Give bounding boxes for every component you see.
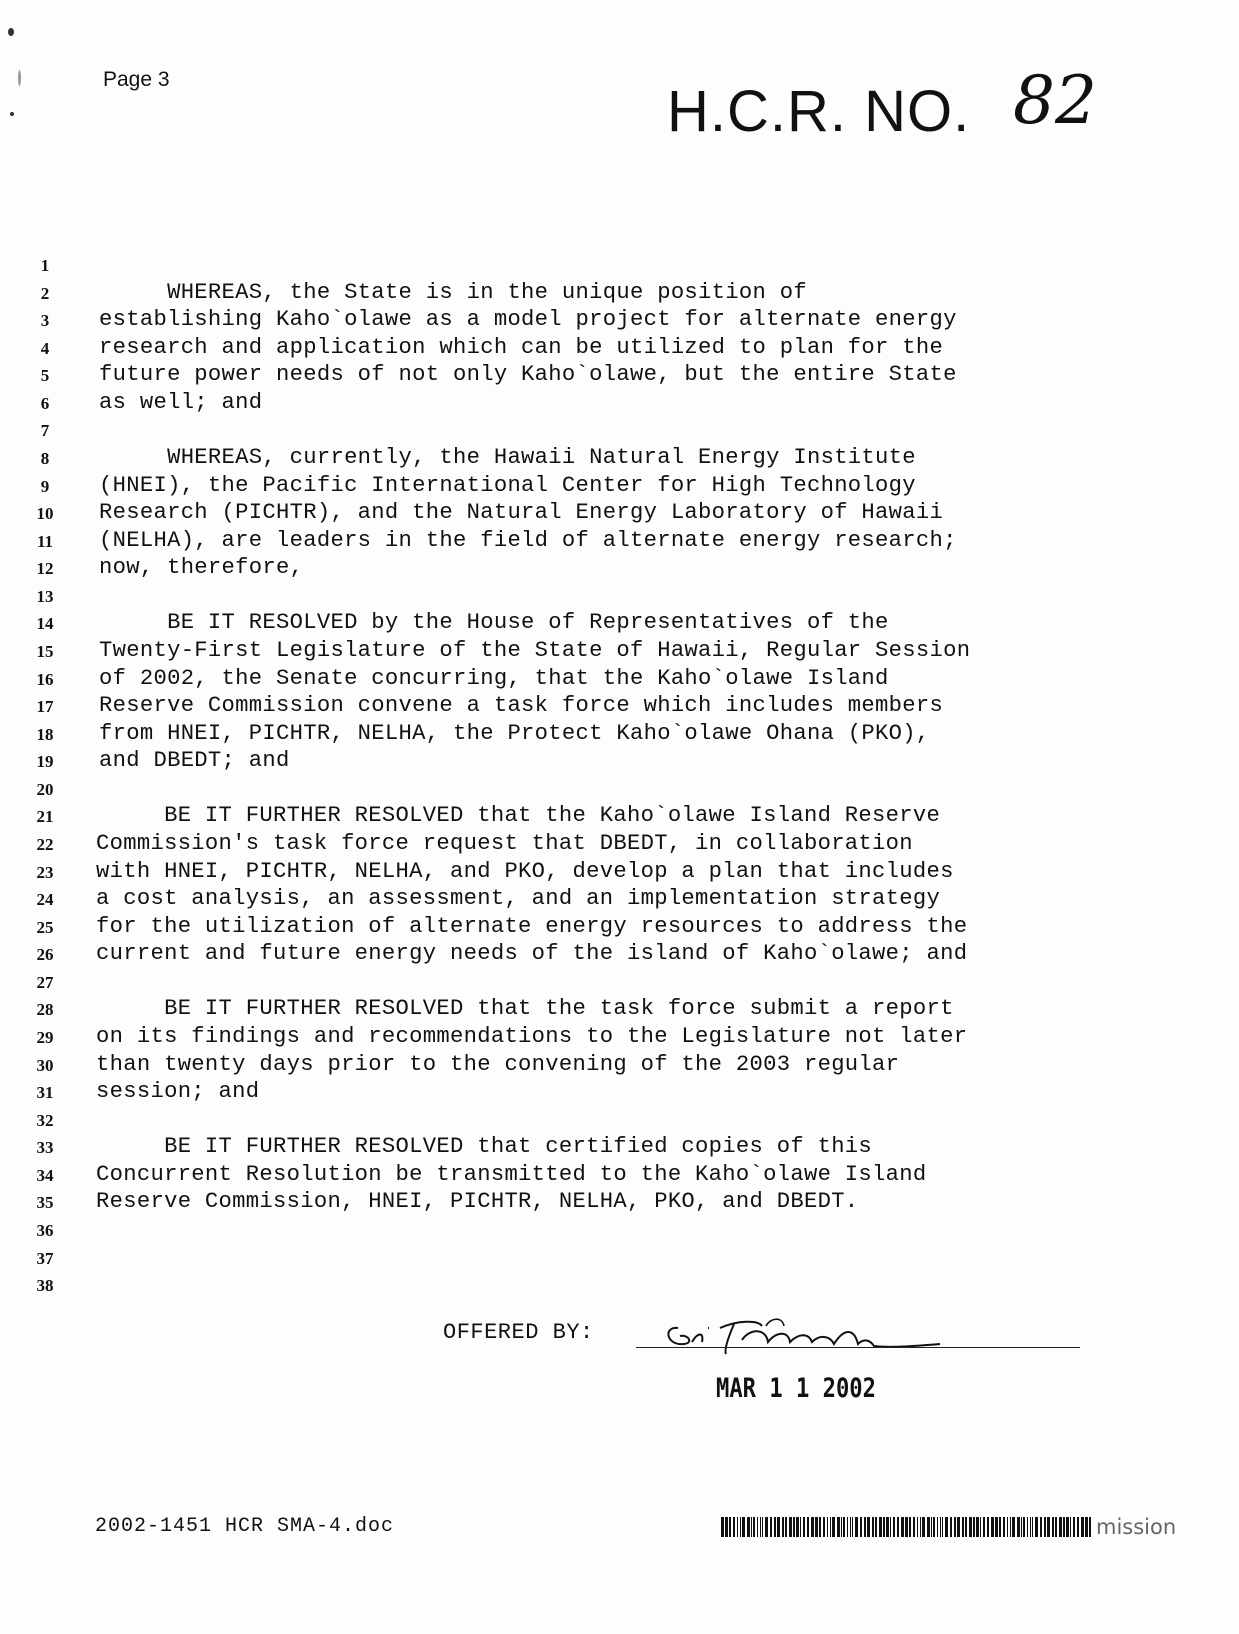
line-number: 21	[36, 807, 54, 827]
barcode-bar	[1077, 1517, 1079, 1537]
barcode-bar	[765, 1517, 768, 1537]
barcode-bar	[973, 1517, 975, 1537]
barcode-bar	[942, 1517, 943, 1537]
barcode-bar	[983, 1517, 985, 1537]
barcode-bar	[1081, 1517, 1084, 1537]
barcode-bar	[747, 1517, 750, 1537]
text-line	[0, 1052, 1239, 1080]
barcode-bar	[819, 1517, 821, 1537]
barcode-bar	[1085, 1517, 1088, 1537]
text-line	[0, 307, 1239, 335]
barcode-bar	[965, 1517, 967, 1537]
barcode-bar	[1073, 1517, 1075, 1537]
barcode-bar	[762, 1517, 763, 1537]
scan-speck	[18, 70, 21, 86]
line-number: 25	[36, 917, 54, 937]
line-text: now, therefore,	[99, 555, 304, 581]
line-number: 34	[36, 1165, 54, 1185]
barcode-bar	[1047, 1517, 1050, 1537]
barcode-bar	[751, 1517, 752, 1537]
barcode-bar	[1040, 1517, 1042, 1537]
text-line	[0, 776, 1239, 804]
line-text: WHEREAS, the State is in the unique position of	[99, 279, 807, 305]
line-text: current and future energy needs of the island of Kaho`olawe; and	[96, 941, 968, 967]
barcode-bar	[1035, 1517, 1038, 1537]
barcode-bar	[980, 1517, 981, 1537]
barcode-bar	[785, 1517, 787, 1537]
barcode-bar	[913, 1517, 915, 1537]
offered-by-label: OFFERED BY:	[443, 1320, 594, 1345]
barcode-bar	[1017, 1517, 1020, 1537]
line-text: (NELHA), are leaders in the field of alternate energy research;	[99, 527, 957, 553]
barcode-bar	[883, 1517, 885, 1537]
bill-label: H.C.R. NO.	[667, 79, 971, 144]
line-text: Reserve Commission, HNEI, PICHTR, NELHA, PKO, and DBEDT.	[96, 1189, 859, 1215]
text-line	[0, 859, 1239, 887]
barcode-bar	[811, 1517, 814, 1537]
barcode-bar	[897, 1517, 899, 1537]
line-number: 20	[36, 779, 54, 799]
barcode-bar	[855, 1517, 858, 1537]
barcode-bar	[995, 1517, 998, 1537]
text-line	[0, 748, 1239, 776]
text-line	[0, 803, 1239, 831]
barcode-bar	[793, 1517, 795, 1537]
text-line	[0, 914, 1239, 942]
barcode-bar	[905, 1517, 908, 1537]
line-number: 36	[36, 1220, 54, 1240]
barcode-bar	[893, 1517, 895, 1537]
line-number: 3	[40, 311, 50, 331]
signature-line	[636, 1347, 1080, 1348]
text-line	[0, 1245, 1239, 1273]
text-line	[0, 417, 1239, 445]
text-line	[0, 1162, 1239, 1190]
line-text: research and application which can be utilized to plan for the	[99, 334, 944, 360]
barcode-bar	[782, 1517, 784, 1537]
text-line	[0, 996, 1239, 1024]
barcode-bar	[1052, 1517, 1054, 1537]
barcode-bar	[733, 1517, 735, 1537]
line-text: from HNEI, PICHTR, NELHA, the Protect Kaho`olawe Ohana (PKO),	[99, 720, 930, 746]
line-number: 2	[40, 283, 50, 303]
text-line	[0, 1107, 1239, 1135]
line-number: 24	[36, 890, 54, 910]
barcode-bar	[850, 1517, 851, 1537]
barcode-bar	[774, 1517, 776, 1537]
text-line	[0, 445, 1239, 473]
line-text: future power needs of not only Kaho`olawe, but the entire State	[99, 362, 957, 388]
text-line	[0, 1079, 1239, 1107]
line-text: BE IT FURTHER RESOLVED that certified copies of this	[96, 1134, 873, 1160]
text-line	[0, 528, 1239, 556]
text-line	[0, 362, 1239, 390]
barcode-bar	[777, 1517, 780, 1537]
barcode-bar	[962, 1517, 964, 1537]
barcode-bar	[742, 1517, 745, 1537]
line-number: 18	[36, 724, 54, 744]
barcode-bar	[937, 1517, 938, 1537]
barcode-bar	[1007, 1517, 1008, 1537]
barcode-bar	[987, 1517, 989, 1537]
barcode-bar	[1089, 1517, 1091, 1537]
line-number: 26	[36, 945, 54, 965]
line-number: 38	[36, 1276, 54, 1296]
line-number: 11	[36, 531, 54, 551]
barcode-bar	[1063, 1517, 1065, 1537]
barcode-bar	[757, 1517, 758, 1537]
line-number: 31	[36, 1083, 54, 1103]
line-number: 23	[36, 862, 54, 882]
text-line	[0, 252, 1239, 280]
line-number: 32	[36, 1110, 54, 1130]
text-line	[0, 610, 1239, 638]
barcode-bar	[740, 1517, 741, 1537]
barcode-bar	[901, 1517, 904, 1537]
barcode-bar	[1066, 1517, 1069, 1537]
line-text: (HNEI), the Pacific International Center for High Technology	[99, 472, 916, 498]
barcode-bar	[1044, 1517, 1046, 1537]
line-text: BE IT FURTHER RESOLVED that the task force submit a report	[96, 996, 954, 1022]
line-number: 35	[36, 1193, 54, 1213]
line-text: than twenty days prior to the convening of the 2003 regular	[96, 1051, 900, 1077]
barcode-bar	[909, 1517, 911, 1537]
barcode-bar	[1059, 1517, 1062, 1537]
barcode-bar	[1012, 1517, 1015, 1537]
text-line	[0, 1272, 1239, 1300]
bill-number-handwritten: 82	[1013, 62, 1097, 139]
line-text: Twenty-First Legislature of the State of Hawaii, Regular Session	[99, 637, 971, 663]
barcode-bar	[837, 1517, 840, 1537]
barcode-bar	[940, 1517, 941, 1537]
line-text: Research (PICHTR), and the Natural Energy Laboratory of Hawaii	[99, 500, 944, 526]
signature	[658, 1298, 948, 1358]
text-line	[0, 941, 1239, 969]
barcode-bar	[800, 1517, 801, 1537]
line-number: 8	[40, 448, 50, 468]
barcode-bar	[770, 1517, 772, 1537]
text-line	[0, 555, 1239, 583]
line-text: BE IT FURTHER RESOLVED that the Kaho`olawe Island Reserve	[96, 803, 941, 829]
line-number: 4	[40, 338, 50, 358]
text-line	[0, 1024, 1239, 1052]
text-line	[0, 473, 1239, 501]
barcode-bar	[927, 1517, 930, 1537]
barcode-bar	[879, 1517, 882, 1537]
line-number: 37	[36, 1248, 54, 1268]
barcode-bar	[827, 1517, 828, 1537]
line-number: 10	[36, 504, 54, 524]
line-number: 7	[40, 421, 50, 441]
line-number: 16	[36, 669, 54, 689]
line-number: 30	[36, 1055, 54, 1075]
text-line	[0, 666, 1239, 694]
barcode-bar	[852, 1517, 853, 1537]
text-line	[0, 500, 1239, 528]
line-text: on its findings and recommendations to the Legislature not later	[96, 1023, 968, 1049]
text-line	[0, 1134, 1239, 1162]
barcode-bar	[760, 1517, 761, 1537]
line-number: 33	[36, 1138, 54, 1158]
barcode-bar	[931, 1517, 932, 1537]
trailing-text: mission	[1096, 1515, 1177, 1539]
line-number: 15	[36, 641, 54, 661]
barcode-bar	[872, 1517, 874, 1537]
document-filename: 2002-1451 HCR SMA-4.doc	[95, 1515, 395, 1538]
barcode-bar	[950, 1517, 952, 1537]
scan-speck	[8, 28, 14, 36]
barcode-bar	[886, 1517, 889, 1537]
line-text: session; and	[96, 1079, 260, 1105]
barcode-bar	[945, 1517, 948, 1537]
line-number: 14	[36, 614, 54, 634]
text-line	[0, 693, 1239, 721]
barcode-bar	[976, 1517, 979, 1537]
barcode-bar	[969, 1517, 972, 1537]
barcode-bar	[807, 1517, 809, 1537]
barcode-bar	[1003, 1517, 1005, 1537]
barcode-bar	[875, 1517, 877, 1537]
line-number: 6	[40, 393, 50, 413]
line-text: and DBEDT; and	[99, 748, 290, 774]
text-line	[0, 969, 1239, 997]
barcode-bar	[796, 1517, 799, 1537]
barcode-bar	[957, 1517, 960, 1537]
barcode-bar	[991, 1517, 994, 1537]
line-number: 1	[40, 256, 50, 275]
barcode-bar	[725, 1517, 728, 1537]
barcode-bar	[860, 1517, 862, 1537]
text-line	[0, 335, 1239, 363]
barcode-bar	[832, 1517, 835, 1537]
barcode-bar	[1070, 1517, 1071, 1537]
date-stamp: MAR 1 1 2002	[716, 1373, 876, 1404]
line-number: 22	[36, 834, 54, 854]
barcode-bar	[843, 1517, 845, 1537]
barcode-bar	[1021, 1517, 1022, 1537]
barcode-bar	[789, 1517, 792, 1537]
barcode-bar	[737, 1517, 738, 1537]
text-line	[0, 721, 1239, 749]
line-text: BE IT RESOLVED by the House of Representatives of the	[99, 610, 889, 636]
barcode-bar	[815, 1517, 818, 1537]
barcode-bar	[1030, 1517, 1031, 1537]
line-text: for the utilization of alternate energy resources to address the	[96, 913, 968, 939]
line-number: 12	[36, 559, 54, 579]
barcode-bar	[1010, 1517, 1011, 1537]
barcode-bar	[890, 1517, 891, 1537]
barcode-bar	[753, 1517, 755, 1537]
barcode-bar	[954, 1517, 956, 1537]
barcode-bar	[830, 1517, 831, 1537]
text-line	[0, 1189, 1239, 1217]
text-line	[0, 280, 1239, 308]
barcode-bar	[1055, 1517, 1057, 1537]
barcode-bar	[922, 1517, 925, 1537]
text-line	[0, 1217, 1239, 1245]
barcode-bar	[721, 1517, 724, 1537]
barcode-bar	[867, 1517, 870, 1537]
barcode-bar	[999, 1517, 1001, 1537]
barcode-bar	[1023, 1517, 1025, 1537]
line-text: establishing Kaho`olawe as a model project for alternate energy	[99, 307, 957, 333]
line-text: Concurrent Resolution be transmitted to the Kaho`olawe Island	[96, 1161, 927, 1187]
line-text: of 2002, the Senate concurring, that the Kaho`olawe Island	[99, 665, 889, 691]
barcode-bar	[933, 1517, 935, 1537]
line-number: 29	[36, 1027, 54, 1047]
barcode-bar	[847, 1517, 848, 1537]
line-number: 19	[36, 752, 54, 772]
text-line	[0, 886, 1239, 914]
barcode-bar	[1027, 1517, 1028, 1537]
line-number: 9	[40, 476, 50, 496]
line-text: a cost analysis, an assessment, and an implementation strategy	[96, 886, 941, 912]
line-text: Commission's task force request that DBEDT, in collaboration	[96, 830, 913, 856]
page-label: Page 3	[103, 68, 170, 91]
scan-speck	[10, 112, 14, 116]
line-number: 28	[36, 1000, 54, 1020]
barcode-bar	[823, 1517, 825, 1537]
line-text: WHEREAS, currently, the Hawaii Natural Energy Institute	[99, 444, 916, 470]
line-text: as well; and	[99, 389, 263, 415]
barcode-bar	[729, 1517, 731, 1537]
barcode-bar	[803, 1517, 805, 1537]
barcode-bar	[1032, 1517, 1033, 1537]
line-number: 5	[40, 366, 50, 386]
text-line	[0, 583, 1239, 611]
barcode-bar	[841, 1517, 842, 1537]
line-number: 13	[36, 586, 54, 606]
text-line	[0, 390, 1239, 418]
line-number: 27	[36, 972, 54, 992]
line-text: with HNEI, PICHTR, NELHA, and PKO, develop a plan that includes	[96, 858, 954, 884]
barcode-bar	[920, 1517, 921, 1537]
barcode-bar	[864, 1517, 866, 1537]
barcode	[721, 1517, 1095, 1537]
barcode-bar	[917, 1517, 918, 1537]
text-line	[0, 831, 1239, 859]
line-number: 17	[36, 697, 54, 717]
line-text: Reserve Commission convene a task force which includes members	[99, 693, 944, 719]
text-line	[0, 638, 1239, 666]
